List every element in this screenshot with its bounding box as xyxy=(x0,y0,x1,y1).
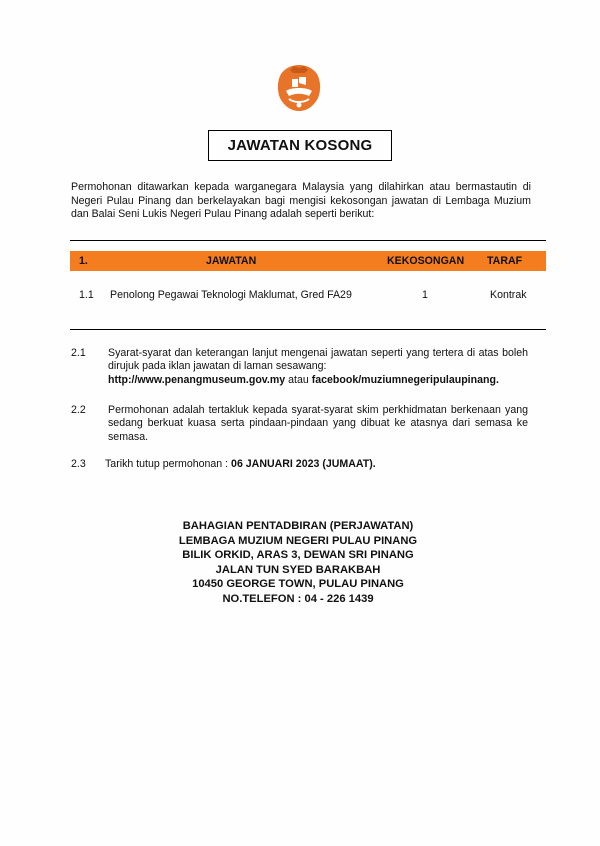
row-jawatan: Penolong Pegawai Teknologi Maklumat, Gred FA29 xyxy=(110,289,352,301)
note-number: 2.3 xyxy=(71,458,86,470)
note-text: Permohonan adalah tertakluk kepada syarat-syarat skim perkhidmatan berkenaan yang sedang berkuat kuasa serta pindaan-pindaan yang dibuat ke atasnya dari semasa ke semasa. xyxy=(108,404,528,443)
note-body: Syarat-syarat dan keterangan lanjut mengenai jawatan seperti yang tertera di atas boleh dirujuk pada iklan jawatan di laman sesawang: xyxy=(108,347,528,373)
penang-state-emblem-icon xyxy=(276,63,322,113)
facebook-link[interactable]: facebook/muziumnegeripulaupinang xyxy=(311,373,496,386)
row-no: 1.1 xyxy=(79,289,94,301)
intro-paragraph: Permohonan ditawarkan kepada warganegara Malaysia yang dilahirkan atau bermastautin di Negeri Pulau Pinang dan berkelayakan bagi mengisi kekosongan jawatan di Lembaga Muzium dan Balai Seni Lukis Negeri Pulau Pinang adalah seperti berikut: xyxy=(71,181,531,221)
link-end: . xyxy=(495,373,499,386)
address-line: 10450 GEORGE TOWN, PULAU PINANG xyxy=(192,578,404,590)
row-kekosongan: 1 xyxy=(422,289,428,301)
closing-date-value: 06 JANUARI 2023 (JUMAAT). xyxy=(231,458,376,470)
table-bottom-divider xyxy=(70,329,546,330)
phone-line: NO.TELEFON : 04 - 226 1439 xyxy=(222,592,374,605)
address-line: LEMBAGA MUZIUM NEGERI PULAU PINANG xyxy=(178,534,418,547)
header-kekosongan: KEKOSONGAN xyxy=(387,255,465,267)
note-number: 2.1 xyxy=(71,347,86,359)
page-title: JAWATAN KOSONG xyxy=(208,130,392,161)
note-text xyxy=(105,458,525,471)
note-text xyxy=(108,347,528,387)
header-jawatan: JAWATAN xyxy=(206,255,257,267)
address-line: JALAN TUN SYED BARAKBAH xyxy=(215,563,381,576)
website-link[interactable]: http://www.penangmuseum.gov.my xyxy=(108,373,286,386)
contact-address-block xyxy=(120,519,476,606)
header-taraf: TARAF xyxy=(487,255,523,267)
header-no: 1. xyxy=(79,255,88,267)
table-header xyxy=(70,251,546,271)
address-line: BILIK ORKID, ARAS 3, DEWAN SRI PINANG xyxy=(182,549,414,561)
link-separator: atau xyxy=(288,373,309,386)
note-number: 2.2 xyxy=(71,404,86,416)
closing-date-label: Tarikh tutup permohonan : xyxy=(105,458,229,470)
row-taraf: Kontrak xyxy=(490,289,527,301)
address-line: BAHAGIAN PENTADBIRAN (PERJAWATAN) xyxy=(182,520,414,532)
table-top-divider xyxy=(70,240,546,241)
